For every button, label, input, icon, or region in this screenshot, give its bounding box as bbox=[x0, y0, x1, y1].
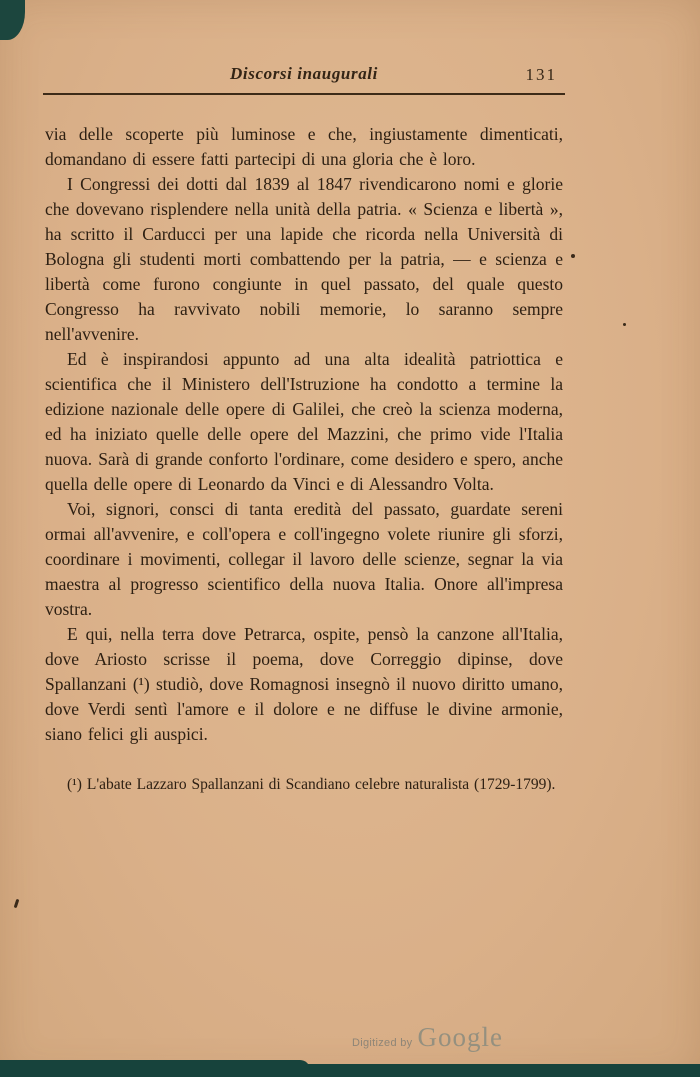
paragraph: Ed è inspirandosi appunto ad una alta idealità patriottica e scientifica che il Ministero dell'Istruzione ha condotto a termine la edizione nazionale delle opere di Galilei, che creò la scienza moderna, ed ha iniziato quelle delle opere del Mazzini, che primo vide l'Italia nuova. Sarà di grande conforto l'ordinare, come desidero e spero, anche quella delle opere di Leonardo da Vinci e di Alessandro Volta. bbox=[45, 349, 563, 494]
text-column bbox=[45, 0, 563, 797]
scan-artifact-corner bbox=[0, 0, 25, 40]
digitized-by-label: Digitized by bbox=[352, 1037, 413, 1049]
paragraph: E qui, nella terra dove Petrarca, ospite, pensò la canzone all'Italia, dove Ariosto scrisse il poema, dove Correggio dipinse, dove Spallanzani (¹) studiò, dove Romagnosi insegnò il nuovo diritto umano, dove Verdi sentì l'amore e il dolore e ne diffuse le divine armonie, siano felici gli auspici. bbox=[45, 624, 563, 744]
footnote: (¹) L'abate Lazzaro Spallanzani di Scandiano celebre naturalista (1729-1799). bbox=[67, 776, 556, 793]
running-title: Discorsi inaugurali bbox=[230, 64, 378, 83]
scan-artifact-speck bbox=[14, 899, 20, 908]
body-text bbox=[45, 122, 563, 747]
scan-artifact-speck bbox=[623, 323, 626, 326]
paragraph: I Congressi dei dotti dal 1839 al 1847 rivendicarono nomi e glorie che dovevano risplendere nella unità della patria. « Scienza e libertà », ha scritto il Carducci per una lapide che ricorda nella Università di Bologna gli studenti morti combattendo per la patria, — e scienza e libertà come furono congiunte in quel passato, del quale questo Congresso ha ravvivato nobili memorie, lo saranno sempre nell'avvenire. bbox=[45, 174, 563, 344]
google-logo: Google bbox=[417, 1022, 503, 1052]
digitization-watermark bbox=[352, 1022, 503, 1053]
page-number: 131 bbox=[525, 65, 557, 84]
paragraph: Voi, signori, consci di tanta eredità del passato, guardate sereni ormai all'avvenire, e coll'opera e coll'ingegno volete riunire gli sforzi, coordinare i movimenti, collegar il lavoro delle scienze, segnar la via maestra al progresso scientifico della nuova Italia. Onore all'impresa vostra. bbox=[45, 499, 563, 619]
paragraph: via delle scoperte più luminose e che, ingiustamente dimenticati, domandano di essere fatti partecipi di una gloria che è loro. bbox=[45, 124, 563, 169]
page-header bbox=[45, 64, 563, 88]
scan-artifact-bottom-edge-left bbox=[0, 1060, 310, 1077]
header-rule bbox=[43, 93, 565, 95]
scan-artifact-speck bbox=[571, 254, 575, 258]
